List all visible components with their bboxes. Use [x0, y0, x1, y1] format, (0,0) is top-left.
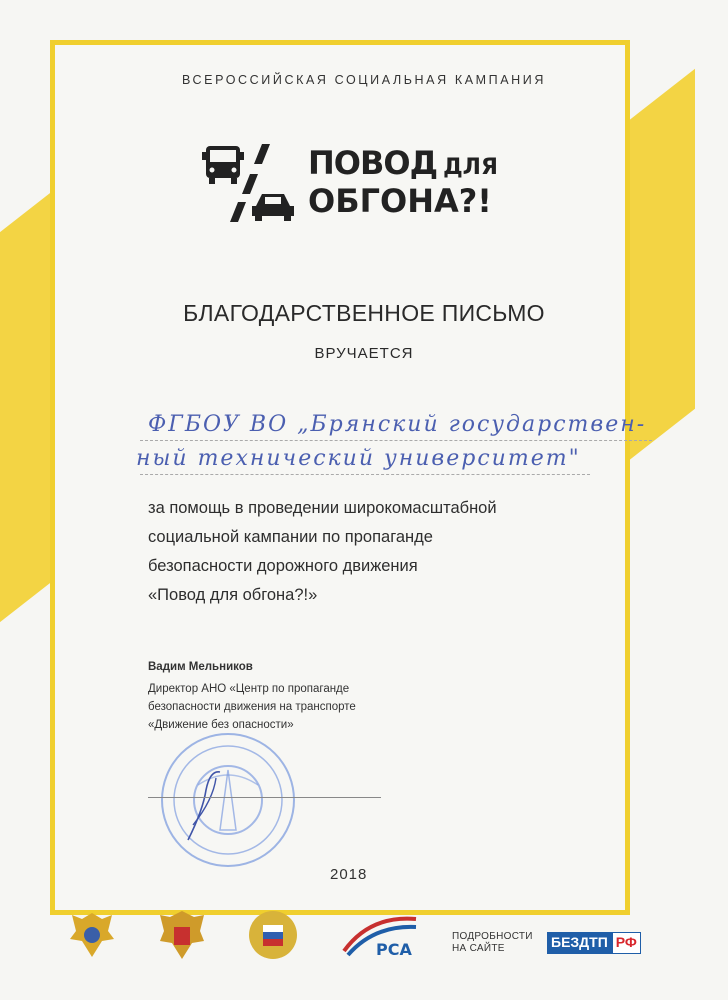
- signer-role: [148, 680, 356, 734]
- recipient-handwritten-line1: ФГБОУ ВО „Брянский государствен-: [148, 412, 647, 437]
- bus-car-road-icon: [200, 140, 310, 225]
- car-icon: [252, 194, 294, 221]
- certificate-heading: БЛАГОДАРСТВЕННОЕ ПИСЬМО: [183, 300, 545, 326]
- reason-line: «Повод для обгона?!»: [148, 586, 318, 604]
- campaign-label: ВСЕРОССИЙСКАЯ СОЦИАЛЬНАЯ КАМПАНИЯ: [181, 73, 547, 87]
- bezdtp-badge: [547, 932, 641, 954]
- signer-name: Вадим Мельников: [148, 661, 253, 673]
- details-text: [452, 931, 533, 955]
- reason-line: социальной кампании по пропаганде: [148, 528, 433, 546]
- campaign-logo: [200, 140, 510, 225]
- reason-text: [148, 494, 588, 610]
- certificate-year: 2018: [330, 866, 368, 883]
- logo-title-line2: ОБГОНА?!: [308, 182, 492, 220]
- ministry-emblem-icon: [152, 905, 212, 965]
- traffic-police-emblem-icon: [243, 905, 303, 965]
- details-line: ПОДРОБНОСТИ: [452, 931, 533, 942]
- badge-right: РФ: [612, 932, 641, 954]
- rsa-logo-icon: [340, 905, 420, 965]
- signer-role-line: Директор АНО «Центр по пропаганде: [148, 683, 350, 695]
- badge-left: БЕЗДТП: [547, 932, 612, 954]
- stamp-seal-icon: [158, 730, 298, 870]
- reason-line: безопасности дорожного движения: [148, 557, 418, 575]
- logo-title-line1: ПОВОД ДЛЯ: [308, 144, 498, 182]
- recipient-underline: [140, 440, 652, 441]
- rsa-logo-text: РСА: [376, 940, 412, 959]
- logo-title-small: ДЛЯ: [443, 155, 498, 180]
- reason-line: за помощь в проведении широкомасштабной: [148, 499, 497, 517]
- certificate-subheading: ВРУЧАЕТСЯ: [314, 345, 414, 362]
- bus-icon: [202, 146, 244, 184]
- signature-line: [148, 797, 381, 798]
- recipient-underline: [140, 474, 590, 475]
- details-line: НА САЙТЕ: [452, 943, 505, 954]
- signer-role-line: «Движение без опасности»: [148, 719, 294, 731]
- coat-of-arms-icon: [62, 905, 122, 965]
- recipient-handwritten-line2: ный технический университет": [136, 446, 581, 471]
- signer-role-line: безопасности движения на транспорте: [148, 701, 356, 713]
